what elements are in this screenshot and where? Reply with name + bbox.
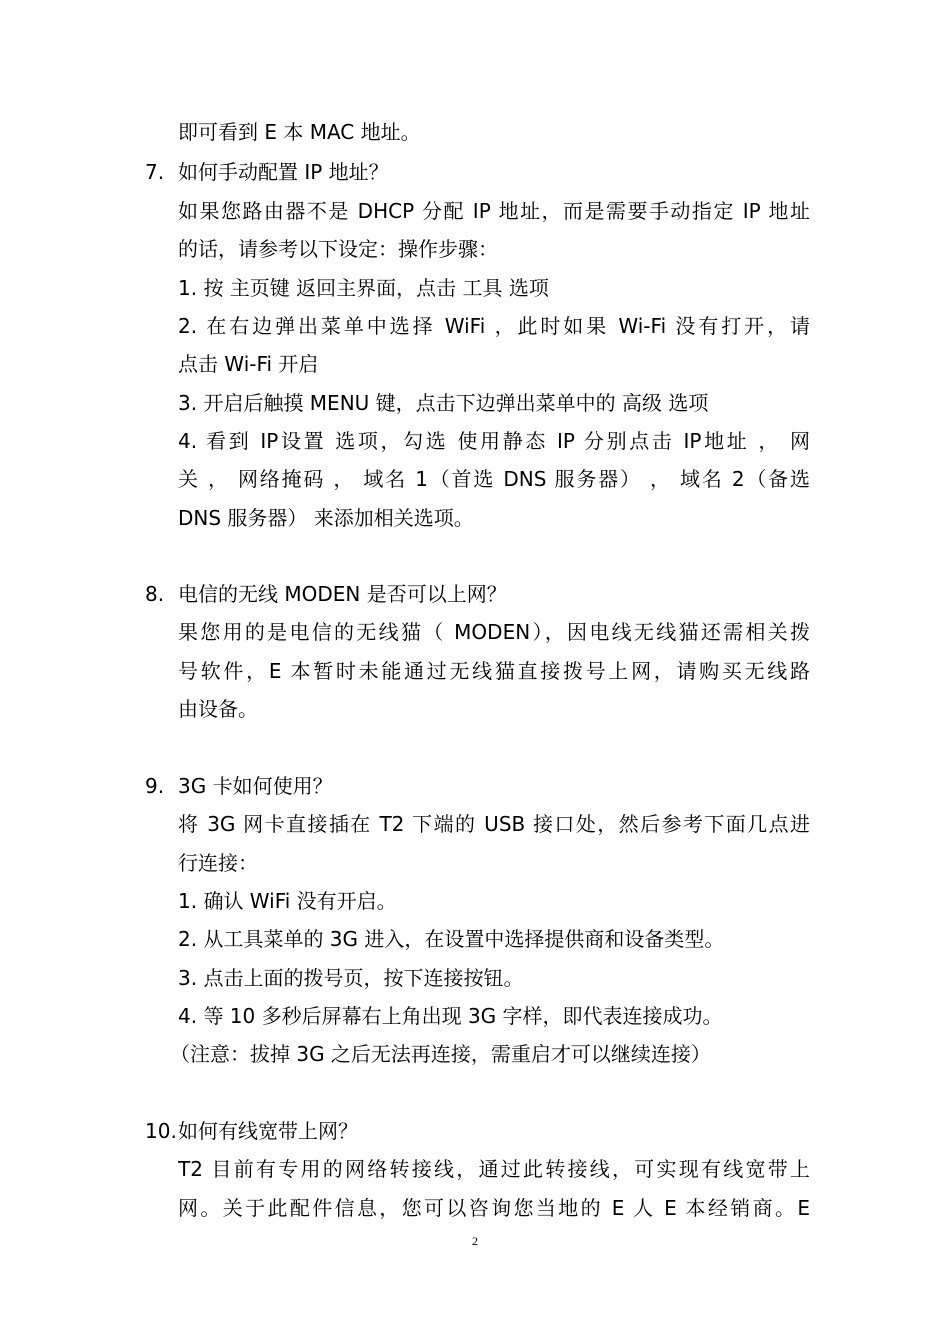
text-line: 即可看到 E 本 MAC 地址。 <box>178 120 421 144</box>
text-line: 号软件，E 本暂时未能通过无线猫直接拨号上网，请购买无线路 <box>178 659 810 683</box>
text-line: 行连接： <box>178 851 258 875</box>
question-number: 8. <box>145 582 165 606</box>
text-line: 将 3G 网卡直接插在 T2 下端的 USB 接口处，然后参考下面几点进 <box>178 812 810 836</box>
text-line: 果您用的是电信的无线猫（ MODEN），因电线无线猫还需相关拨 <box>178 620 810 644</box>
question-title: 3G 卡如何使用？ <box>178 774 333 798</box>
question-number: 7. <box>145 160 165 184</box>
question-title: 如何有线宽带上网？ <box>178 1119 358 1143</box>
text-line: 如果您路由器不是 DHCP 分配 IP 地址，而是需要手动指定 IP 地址 <box>178 199 810 223</box>
text-line: 网。关于此配件信息，您可以咨询您当地的 E 人 E 本经销商。E <box>178 1196 810 1220</box>
step-line: 2. 在右边弹出菜单中选择 WiFi ，此时如果 Wi-Fi 没有打开，请 <box>178 314 810 338</box>
step-line: 2. 从工具菜单的 3G 进入，在设置中选择提供商和设备类型。 <box>178 927 725 951</box>
text-line: T2 目前有专用的网络转接线，通过此转接线，可实现有线宽带上 <box>178 1157 810 1181</box>
text-line: 由设备。 <box>178 697 258 721</box>
step-line: 3. 开启后触摸 MENU 键，点击下边弹出菜单中的 高级 选项 <box>178 391 709 415</box>
step-line: 1. 确认 WiFi 没有开启。 <box>178 889 397 913</box>
text-line: 关 ， 网络掩码 ， 域名 1（首选 DNS 服务器） ， 域名 2（备选 <box>178 467 810 491</box>
step-line: 3. 点击上面的拨号页，按下连接按钮。 <box>178 966 524 990</box>
step-line: 4. 看到 IP设置 选项，勾选 使用静态 IP 分别点击 IP地址 ， 网 <box>178 429 810 453</box>
step-line: 1. 按 主页键 返回主界面，点击 工具 选项 <box>178 276 549 300</box>
text-line: DNS 服务器） 来添加相关选项。 <box>178 506 474 530</box>
step-line: 4. 等 10 多秒后屏幕右上角出现 3G 字样，即代表连接成功。 <box>178 1004 723 1028</box>
question-title: 电信的无线 MODEN 是否可以上网？ <box>178 582 507 606</box>
question-number: 9. <box>145 774 165 798</box>
question-title: 如何手动配置 IP 地址？ <box>178 160 389 184</box>
text-line: 的话，请参考以下设定：操作步骤： <box>178 237 498 261</box>
text-line: 点击 Wi-Fi 开启 <box>178 352 319 376</box>
question-number: 10. <box>145 1119 177 1143</box>
note-line: （注意：拔掉 3G 之后无法再连接，需重启才可以继续连接） <box>170 1042 711 1066</box>
page-number: 2 <box>472 1234 478 1248</box>
